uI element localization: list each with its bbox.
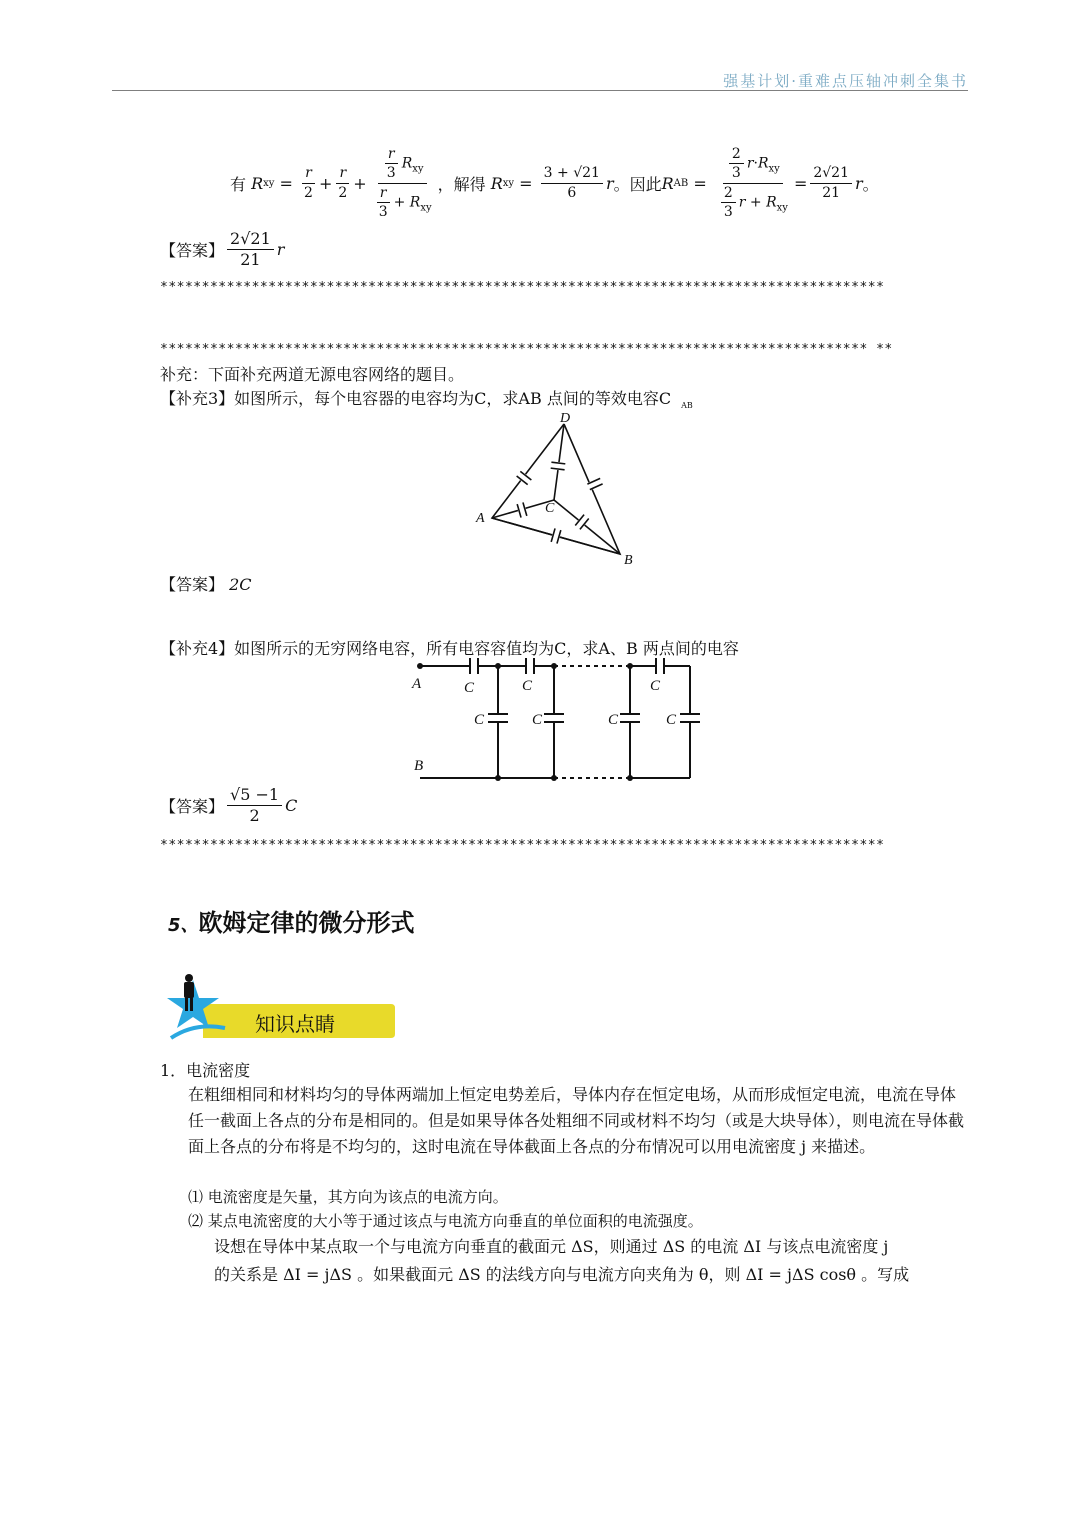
q3-text: 【补充3】如图所示，每个电容器的电容均为C，求AB 点间的等效电容C bbox=[160, 389, 672, 408]
body-paragraph: 在粗细相同和材料均匀的导体两端加上恒定电势差后，导体内存在恒定电场，从而形成恒定电流，电流在导体任一截面上各点的分布是相同的。但是如果导体各处粗细不同或材料不均匀（或是大块导体），则电流在导体截面上各点的分布将是不均匀的，这时电流在导体截面上各点的分布情况可以用电流密度 j 来描述。 bbox=[188, 1085, 965, 1156]
result-denominator: 21 bbox=[822, 184, 841, 201]
label-b: B bbox=[624, 553, 633, 567]
formula-mid: ，解得 bbox=[437, 174, 486, 194]
nested-fraction-2: $\frac{2}{3}$ $r\cdot R_{xy}$ $\frac{2}{3}$ $r + R_{xy}$ bbox=[715, 146, 791, 219]
answer-label: 【答案】 bbox=[160, 241, 225, 261]
body-item-1: ⑴ 电流密度是矢量，其方向为该点的电流方向。 bbox=[188, 1188, 508, 1206]
answer-1-numerator: 2√21 bbox=[227, 230, 274, 250]
section-title: 欧姆定律的微分形式 bbox=[198, 909, 415, 937]
header-title: 强基计划·重难点压轴冲刺全集书 bbox=[723, 72, 968, 90]
ladder-label-c: C bbox=[666, 712, 677, 728]
section-number: 5、 bbox=[168, 915, 199, 936]
q3-answer bbox=[160, 572, 252, 595]
knowledge-banner bbox=[165, 972, 395, 1044]
label-c: C bbox=[545, 501, 555, 516]
solve-numerator: 3 + √21 bbox=[541, 165, 603, 183]
ladder-label-c: C bbox=[650, 678, 661, 694]
ladder-label-c: C bbox=[464, 680, 475, 696]
q4-answer-denominator: 2 bbox=[249, 806, 260, 826]
ladder-label-c: C bbox=[522, 678, 533, 694]
separator-stars-2: ************************************************************************************* ** bbox=[160, 342, 893, 357]
body-heading: 1．电流密度 bbox=[160, 1061, 251, 1080]
q3-subscript: AB bbox=[681, 401, 693, 411]
capacitor-ladder-figure bbox=[408, 656, 708, 786]
q3-answer-label: 【答案】 bbox=[160, 575, 225, 594]
formula-line: 有 R xy = $\frac{r}{2}$ + $\frac{r}{2}$ + $\frac{r}{3}$ $R_{xy}$ $\frac{r}{3}$ + $R_{xy}$ ，解得 R xy = $\frac{3 + √21}{6}$ r 。因此 R AB = $\frac{2}{3}$ $r\cdot R_{xy}$ $\frac{2}{3}$ $r + R_{xy}$ = $\frac{2√21}{21}$ r 。 bbox=[230, 146, 879, 220]
ladder-label-c: C bbox=[532, 712, 543, 728]
header-divider bbox=[112, 90, 968, 91]
formula-therefore: 。因此 bbox=[613, 174, 662, 194]
ladder-label-c: C bbox=[608, 712, 619, 728]
solve-denominator: 6 bbox=[567, 184, 577, 201]
label-a: A bbox=[476, 511, 485, 526]
label-d: D bbox=[560, 412, 571, 426]
ladder-label-b: B bbox=[414, 758, 424, 774]
answer-1-denominator: 21 bbox=[240, 250, 261, 270]
ladder-label-a: A bbox=[412, 676, 422, 692]
supplement-q3 bbox=[160, 386, 693, 410]
nested-fraction-1: $\frac{r}{3}$ $R_{xy}$ $\frac{r}{3}$ + $R_{xy}$ bbox=[378, 146, 432, 220]
separator-stars-1: *************************************************************************************** bbox=[160, 280, 885, 295]
answer-1 bbox=[160, 230, 284, 270]
q3-answer-value: 2C bbox=[229, 575, 252, 594]
ladder-label-c: C bbox=[474, 712, 485, 728]
section-heading bbox=[168, 903, 415, 938]
body-item-2-line-1: 设想在导体中某点取一个与电流方向垂直的截面元 ΔS，则通过 ΔS 的电流 ΔI 与该点电流密度 j bbox=[214, 1237, 889, 1256]
formula-end: 。 bbox=[862, 174, 879, 194]
answer-1-var: r bbox=[276, 240, 285, 260]
banner-label: 知识点睛 bbox=[255, 1012, 335, 1036]
capacitor-triangle-figure bbox=[470, 412, 640, 567]
q4-answer bbox=[160, 786, 297, 826]
q4-answer-label: 【答案】 bbox=[160, 797, 225, 817]
supplement-intro: 补充：下面补充两道无源电容网络的题目。 bbox=[160, 365, 465, 384]
body-item-2-line-2: 的关系是 ΔI = jΔS 。如果截面元 ΔS 的法线方向与电流方向夹角为 θ，则 ΔI = jΔS cosθ 。写成 bbox=[214, 1265, 910, 1284]
q4-answer-var: C bbox=[285, 796, 298, 816]
supplement-q4: 【补充4】如图所示的无穷网络电容，所有电容容值均为C，求A、B 两点间的电容 bbox=[160, 639, 739, 658]
result-numerator: 2√21 bbox=[810, 165, 852, 183]
body-item-2: ⑵ 某点电流密度的大小等于通过该点与电流方向垂直的单位面积的电流强度。 bbox=[188, 1212, 703, 1230]
separator-stars-3: *************************************************************************************** bbox=[160, 838, 885, 853]
q4-answer-numerator: √5 −1 bbox=[227, 786, 282, 806]
formula-intro: 有 bbox=[230, 174, 247, 194]
